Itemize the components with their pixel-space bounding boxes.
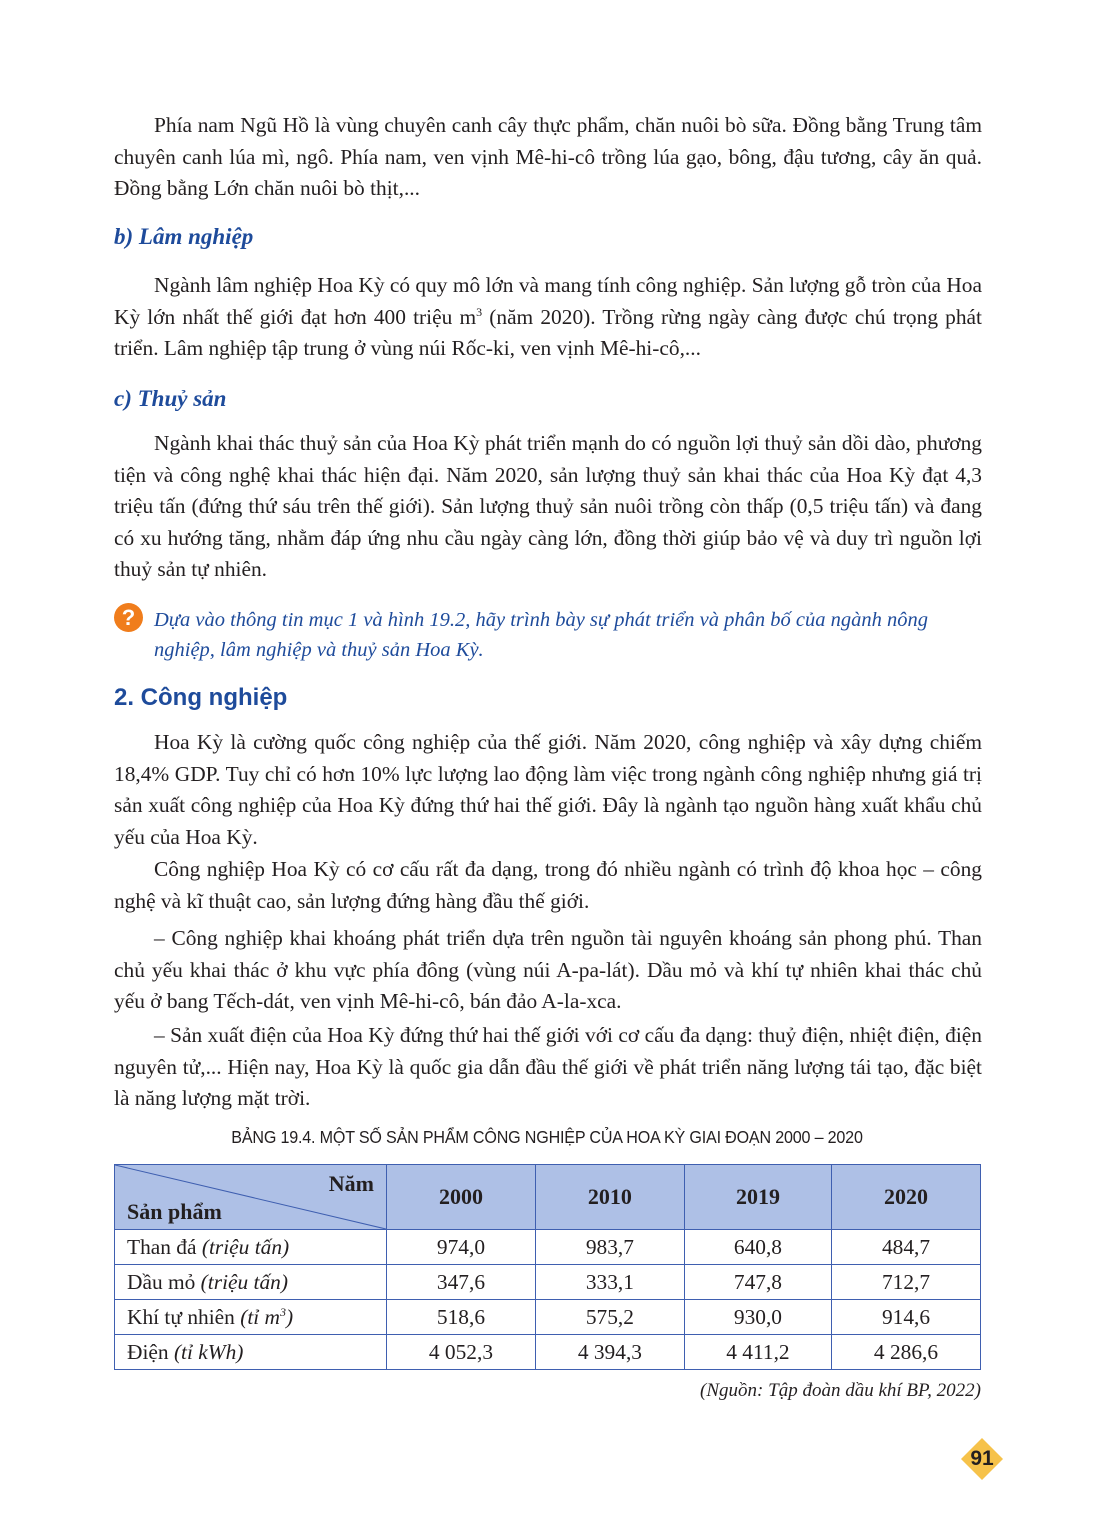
value-cell: 974,0 (387, 1230, 536, 1265)
value-cell: 575,2 (535, 1300, 684, 1335)
product-unit-superscript: 3 (280, 1304, 287, 1319)
paragraph-industry-1: Hoa Kỳ là cường quốc công nghiệp của thế giới. Năm 2020, công nghiệp và xây dựng chiếm 18,4% GDP. Tuy chỉ có hơn 10% lực lượng lao động làm việc trong ngành công nghiệp nhưng giá trị sản xuất công nghiệp của Hoa Kỳ đứng thứ hai thế giới. Đây là ngành tạo nguồn hàng xuất khẩu chủ yếu của Hoa Kỳ. (114, 730, 982, 849)
value-cell: 930,0 (684, 1300, 831, 1335)
question-text: Dựa vào thông tin mục 1 và hình 19.2, hãy trình bày sự phát triển và phân bố của ngành nông nghiệp, lâm nghiệp và thuỷ sản Hoa Kỳ. (154, 609, 928, 661)
year-header: 2019 (684, 1165, 831, 1230)
table-row (115, 1230, 981, 1265)
table-corner-cell (115, 1165, 387, 1230)
value-cell: 333,1 (535, 1265, 684, 1300)
value-cell: 4 411,2 (684, 1335, 831, 1370)
product-name: Khí tự nhiên (127, 1304, 241, 1329)
value-cell: 747,8 (684, 1265, 831, 1300)
paragraph-fishery: Ngành khai thác thuỷ sản của Hoa Kỳ phát triển mạnh do có nguồn lợi thuỷ sản dồi dào, phương tiện và công nghệ khai thác hiện đại. Năm 2020, sản lượng thuỷ sản khai thác của Hoa Kỳ đạt 4,3 triệu tấn (đứng thứ sáu trên thế giới). Sản lượng thuỷ sản nuôi trồng còn thấp (0,5 triệu tấn) và đang có xu hướng tăng, nhằm đáp ứng nhu cầu ngày càng lớn, đồng thời giúp bảo vệ và duy trì nguồn lợi thuỷ sản tự nhiên. (114, 431, 982, 581)
paragraph-industry-2: Công nghiệp Hoa Kỳ có cơ cấu rất đa dạng, trong đó nhiều ngành có trình độ khoa học – công nghệ và kĩ thuật cao, sản lượng đứng hàng đầu thế giới. (114, 857, 982, 913)
corner-label-year: Năm (328, 1171, 374, 1196)
value-cell: 518,6 (387, 1300, 536, 1335)
value-cell: 347,6 (387, 1265, 536, 1300)
page-number: 91 (970, 1447, 994, 1470)
value-cell: 640,8 (684, 1230, 831, 1265)
product-unit: (triệu tấn) (200, 1269, 288, 1294)
forestry-unit-superscript: 3 (476, 304, 483, 319)
product-name: Điện (127, 1339, 174, 1364)
value-cell: 484,7 (832, 1230, 981, 1265)
table-row (115, 1265, 981, 1300)
table-caption: BẢNG 19.4. MỘT SỐ SẢN PHẨM CÔNG NGHIỆP CỦA HOA KỲ GIAI ĐOẠN 2000 – 2020 (231, 1127, 863, 1147)
product-unit: (tỉ kWh) (173, 1339, 244, 1364)
value-cell: 983,7 (535, 1230, 684, 1265)
product-name: Dầu mỏ (127, 1269, 201, 1294)
paragraph-industry-3: – Công nghiệp khai khoáng phát triển dựa trên nguồn tài nguyên khoáng sản phong phú. Than chủ yếu khai thác ở khu vực phía đông (vùng núi A-pa-lát). Dầu mỏ và khí tự nhiên khai thác chủ yếu ở bang Tếch-dát, ven vịnh Mê-hi-cô, bán đảo A-la-xca. (114, 926, 982, 1013)
paragraph-industry-4: – Sản xuất điện của Hoa Kỳ đứng thứ hai thế giới với cơ cấu đa dạng: thuỷ điện, nhiệt điện, điện nguyên tử,... Hiện nay, Hoa Kỳ là quốc gia dẫn đầu thế giới về phát triển năng lượng tái tạo, đặc biệt là năng lượng mặt trời. (114, 1023, 982, 1110)
table-row (115, 1335, 981, 1370)
year-header: 2020 (832, 1165, 981, 1230)
value-cell: 4 394,3 (535, 1335, 684, 1370)
value-cell: 712,7 (832, 1265, 981, 1300)
product-name: Than đá (127, 1234, 202, 1259)
product-unit: (triệu tấn) (201, 1234, 290, 1259)
forestry-text-part2: (năm 2020). Trồng rừng ngày càng được chú trọng phát triển. Lâm nghiệp tập trung ở vùng núi Rốc-ki, ven vịnh Mê-hi-cô,... (114, 304, 982, 360)
product-name-cell (115, 1335, 387, 1370)
table-header-row (115, 1165, 981, 1230)
product-name-cell (115, 1230, 387, 1265)
table-source: (Nguồn: Tập đoàn dầu khí BP, 2022) (700, 1380, 981, 1401)
product-name-cell (115, 1265, 387, 1300)
value-cell: 914,6 (832, 1300, 981, 1335)
product-name-cell (115, 1300, 387, 1335)
question-mark-icon: ? (114, 603, 143, 632)
product-unit: (tỉ m (240, 1304, 281, 1329)
heading-fishery: c) Thuỷ sản (114, 386, 227, 411)
industrial-products-table (114, 1164, 981, 1370)
paragraph-agriculture: Phía nam Ngũ Hồ là vùng chuyên canh cây thực phẩm, chăn nuôi bò sữa. Đồng bằng Trung tâm chuyên canh lúa mì, ngô. Phía nam, ven vịnh Mê-hi-cô trồng lúa gạo, bông, đậu tương, cây ăn quả. Đồng bằng Lớn chăn nuôi bò thịt,... (114, 113, 982, 200)
product-unit-end: ) (286, 1304, 294, 1329)
paragraph-forestry (114, 270, 982, 365)
value-cell: 4 286,6 (832, 1335, 981, 1370)
corner-label-product: Sản phẩm (127, 1199, 222, 1224)
heading-industry: 2. Công nghiệp (114, 684, 288, 711)
year-header: 2000 (387, 1165, 536, 1230)
table-row (115, 1300, 981, 1335)
heading-forestry: b) Lâm nghiệp (114, 224, 254, 249)
forestry-text-part1: Ngành lâm nghiệp Hoa Kỳ có quy mô lớn và mang tính công nghiệp. Sản lượng gỗ tròn của Hoa Kỳ lớn nhất thế giới đạt hơn 400 triệu m (114, 273, 982, 329)
page-number-badge (959, 1436, 1005, 1482)
year-header: 2010 (535, 1165, 684, 1230)
value-cell: 4 052,3 (387, 1335, 536, 1370)
